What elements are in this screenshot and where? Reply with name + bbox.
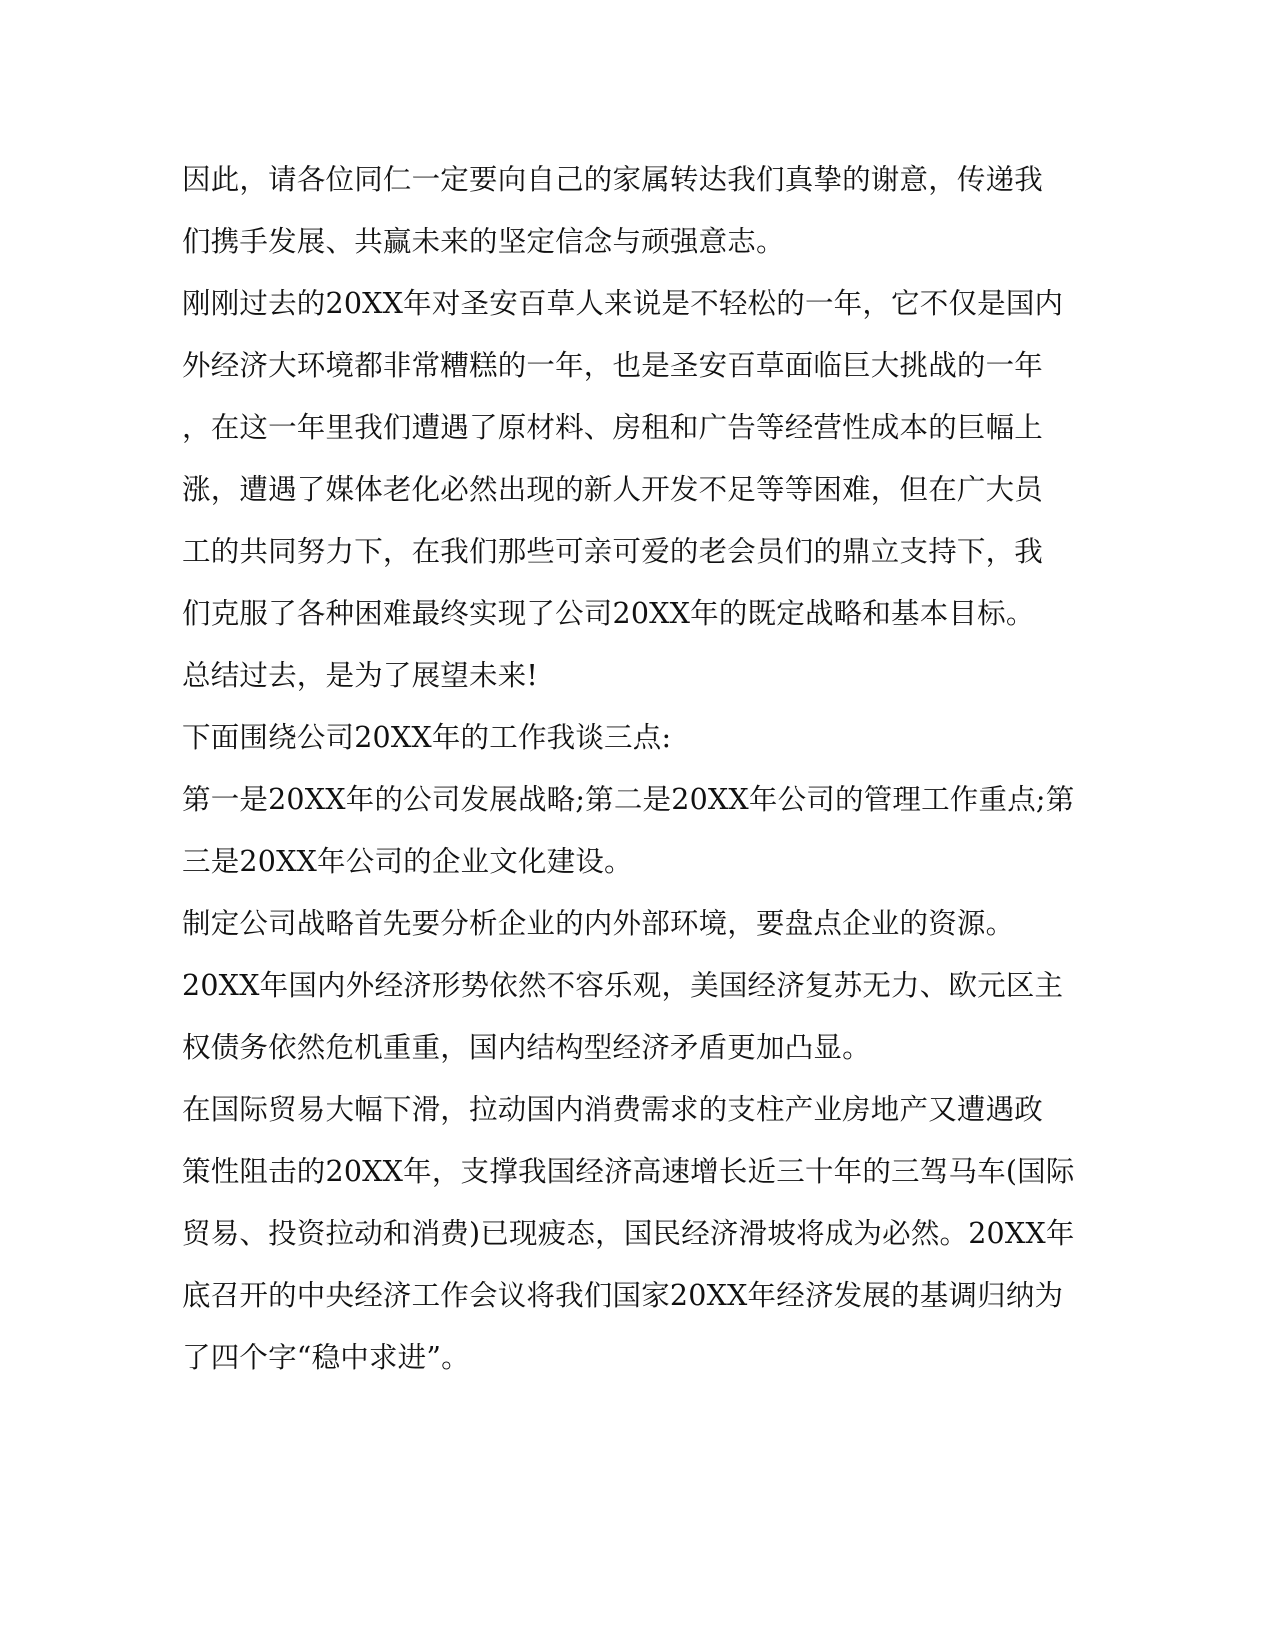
text-line: 三是20XX年公司的企业文化建设。 xyxy=(182,845,633,878)
text-line: 们携手发展、共赢未来的坚定信念与顽强意志。 xyxy=(182,225,785,258)
text-line: 工的共同努力下，在我们那些可亲可爱的老会员们的鼎立支持下，我 xyxy=(182,535,1044,568)
text-line: 在国际贸易大幅下滑，拉动国内消费需求的支柱产业房地产又遭遇政 xyxy=(182,1093,1044,1126)
text-line: 外经济大环境都非常糟糕的一年，也是圣安百草面临巨大挑战的一年 xyxy=(182,349,1044,382)
text-line: 涨，遭遇了媒体老化必然出现的新人开发不足等等困难，但在广大员 xyxy=(182,473,1044,506)
text-line: ，在这一年里我们遭遇了原材料、房租和广告等经营性成本的巨幅上 xyxy=(182,411,1044,444)
text-line: 20XX年国内外经济形势依然不容乐观，美国经济复苏无力、欧元区主 xyxy=(182,969,1064,1002)
text-line: 底召开的中央经济工作会议将我们国家20XX年经济发展的基调归纳为 xyxy=(182,1279,1064,1312)
text-line: 权债务依然危机重重，国内结构型经济矛盾更加凸显。 xyxy=(182,1031,871,1064)
text-line: 下面围绕公司20XX年的工作我谈三点: xyxy=(182,721,672,754)
text-line: 制定公司战略首先要分析企业的内外部环境，要盘点企业的资源。 xyxy=(182,907,1015,940)
text-line: 贸易、投资拉动和消费)已现疲态，国民经济滑坡将成为必然。20XX年 xyxy=(182,1217,1075,1250)
text-line: 们克服了各种困难最终实现了公司20XX年的既定战略和基本目标。 xyxy=(182,597,1035,630)
text-line: 总结过去，是为了展望未来! xyxy=(182,659,539,692)
text-line: 了四个字“稳中求进”。 xyxy=(182,1341,470,1374)
text-line: 第一是20XX年的公司发展战略;第二是20XX年公司的管理工作重点;第 xyxy=(182,783,1075,816)
text-line: 策性阻击的20XX年，支撑我国经济高速增长近三十年的三驾马车(国际 xyxy=(182,1155,1075,1188)
text-line: 刚刚过去的20XX年对圣安百草人来说是不轻松的一年，它不仅是国内 xyxy=(182,287,1064,320)
text-line: 因此，请各位同仁一定要向自己的家属转达我们真挚的谢意，传递我 xyxy=(182,163,1044,196)
